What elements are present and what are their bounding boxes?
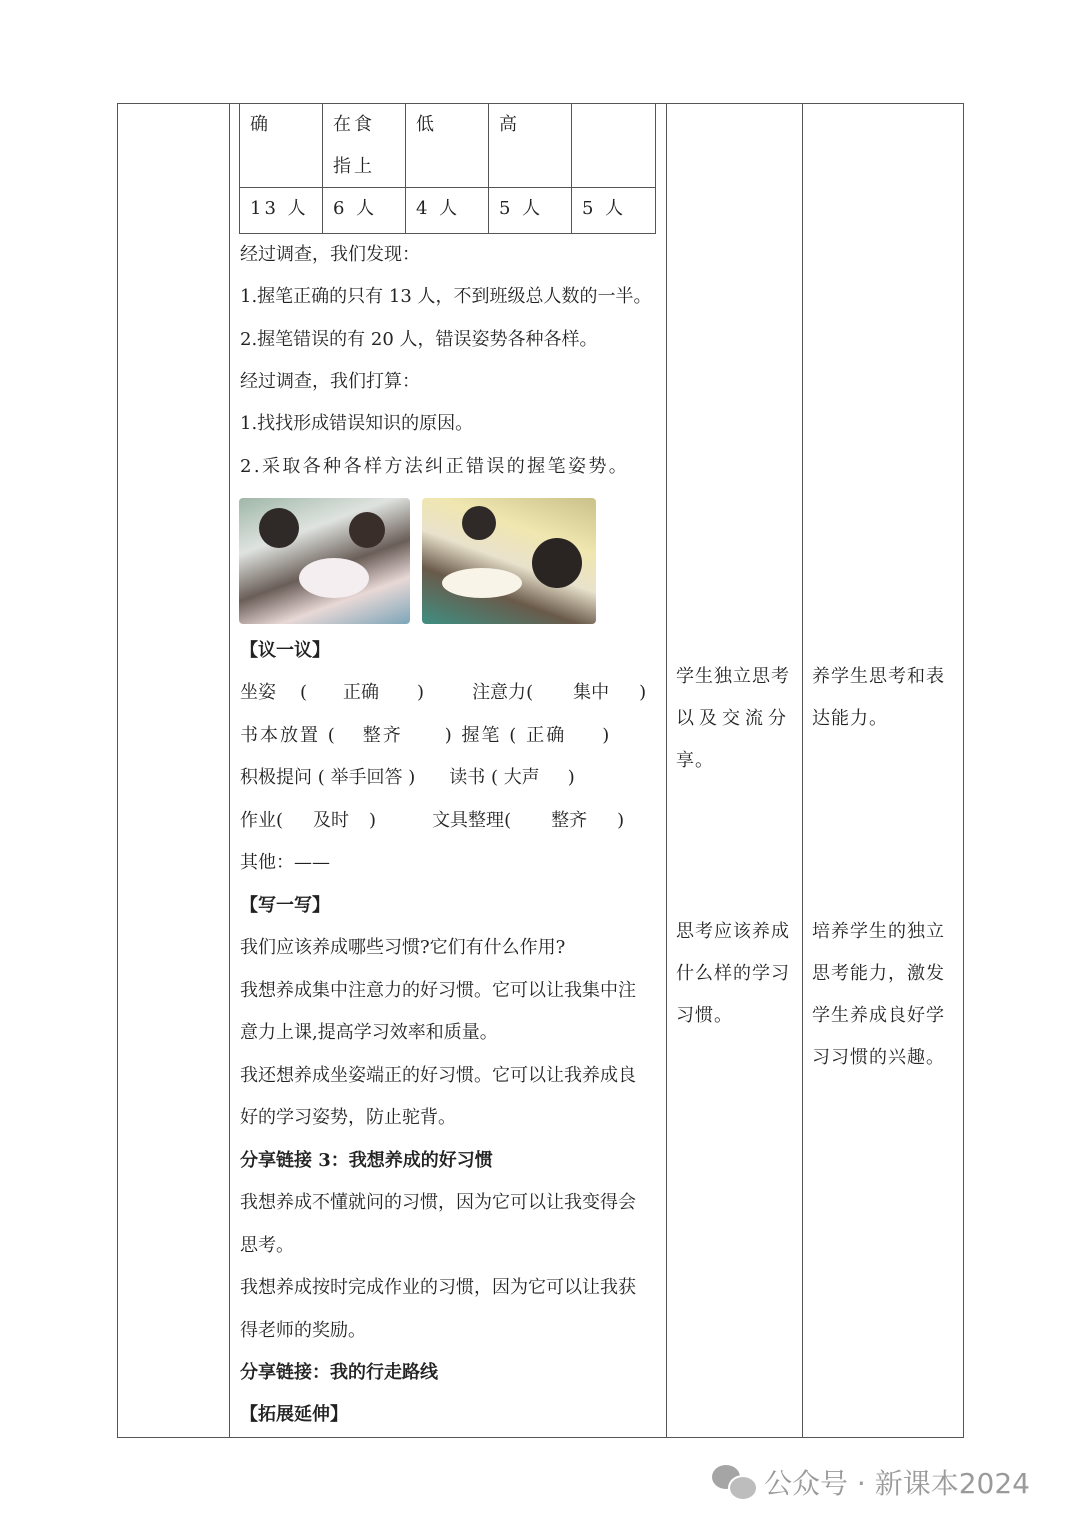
watermark bbox=[712, 1462, 1030, 1502]
survey-header-cell: 高 bbox=[489, 104, 572, 188]
intent-line: 思考能力，激发 bbox=[812, 963, 945, 984]
survey-count-cell: 13 人 bbox=[240, 188, 323, 233]
survey-header-cell bbox=[572, 104, 655, 188]
share3-paragraph: 得老师的奖励。 bbox=[240, 1320, 366, 1341]
discuss-heading: 【议一议】 bbox=[240, 640, 330, 661]
intent-line: 习习惯的兴趣。 bbox=[812, 1047, 945, 1068]
plans-intro: 经过调查，我们打算： bbox=[240, 371, 420, 392]
share3-paragraph: 思考。 bbox=[240, 1235, 294, 1256]
discuss-row: 作业( 及时 ) 文具整理( 整齐 ) bbox=[240, 810, 625, 831]
survey-count-cell: 6 人 bbox=[323, 188, 406, 233]
discuss-value: 整齐 bbox=[362, 725, 403, 746]
student-activity-2 bbox=[676, 911, 794, 1037]
intent-line: 培养学生的独立 bbox=[812, 921, 945, 942]
finding-item: 1.握笔正确的只有 13 人，不到班级总人数的一半。 bbox=[240, 286, 652, 307]
activity-line: 学生独立思考 bbox=[676, 666, 790, 687]
survey-count-cell: 5 人 bbox=[489, 188, 572, 233]
intent-line: 达能力。 bbox=[812, 708, 888, 729]
discuss-row: 坐姿 ( 正确 ) 注意力( 集中 ) bbox=[240, 682, 647, 703]
write-paragraph: 好的学习姿势，防止驼背。 bbox=[240, 1107, 456, 1128]
student-activity-1 bbox=[676, 656, 794, 782]
design-intent-1 bbox=[812, 656, 956, 740]
extend-heading: 【拓展延伸】 bbox=[240, 1404, 348, 1425]
findings-intro: 经过调查，我们发现： bbox=[240, 244, 420, 265]
discuss-row: 积极提问 ( 举手回答 ) 读书 ( 大声 ) bbox=[240, 767, 575, 788]
plan-item: 2.采取各种各样方法纠正错误的握笔姿势。 bbox=[240, 456, 630, 477]
wechat-icon bbox=[712, 1465, 756, 1499]
survey-header-cell: 确 bbox=[240, 104, 323, 188]
discuss-value: 整齐 bbox=[551, 810, 588, 831]
discuss-label: 书本放置 bbox=[240, 725, 320, 746]
discuss-label: 注意力 bbox=[472, 682, 527, 703]
survey-count-cell: 4 人 bbox=[406, 188, 489, 233]
write-paragraph: 我想养成集中注意力的好习惯。它可以让我集中注 bbox=[240, 980, 636, 1001]
write-question: 我们应该养成哪些习惯?它们有什么作用? bbox=[240, 937, 566, 958]
classroom-photo bbox=[422, 498, 596, 624]
discuss-value: 及时 bbox=[313, 810, 350, 831]
activity-line: 思考应该养成 bbox=[676, 921, 790, 942]
activity-line: 享。 bbox=[676, 750, 714, 771]
discuss-other: 其他：—— bbox=[240, 852, 330, 873]
table-divider bbox=[666, 104, 667, 1437]
discuss-value: 举手回答 bbox=[330, 767, 403, 788]
design-intent-2 bbox=[812, 911, 956, 1079]
write-paragraph: 意力上课,提高学习效率和质量。 bbox=[240, 1022, 498, 1043]
intent-line: 养学生思考和表 bbox=[812, 666, 945, 687]
classroom-photo bbox=[239, 498, 410, 624]
discuss-row: 书本放置 ( 整齐 ) 握笔 ( 正确 ) bbox=[240, 725, 612, 746]
survey-count-cell: 5 人 bbox=[582, 198, 627, 219]
activity-line: 什么样的学习 bbox=[676, 963, 790, 984]
activity-line: 以及交流分 bbox=[676, 708, 791, 729]
discuss-value: 正确 bbox=[343, 682, 380, 703]
discuss-label: 坐姿 bbox=[240, 682, 276, 703]
share-route-heading: 分享链接：我的行走路线 bbox=[240, 1362, 438, 1383]
plan-item: 1.找找形成错误知识的原因。 bbox=[240, 413, 474, 434]
activity-line: 习惯。 bbox=[676, 1005, 733, 1026]
discuss-value: 大声 bbox=[503, 767, 540, 788]
intent-line: 学生养成良好学 bbox=[812, 1005, 945, 1026]
discuss-label: 握笔 bbox=[461, 725, 502, 746]
share3-heading: 分享链接 3：我想养成的好习惯 bbox=[240, 1150, 493, 1171]
discuss-value: 正确 bbox=[526, 725, 567, 746]
discuss-label: 读书 bbox=[449, 767, 486, 788]
survey-header-cell: 低 bbox=[406, 104, 489, 188]
survey-header-cell: 在食指上 bbox=[323, 104, 406, 188]
write-paragraph: 我还想养成坐姿端正的好习惯。它可以让我养成良 bbox=[240, 1065, 636, 1086]
share3-paragraph: 我想养成不懂就问的习惯，因为它可以让我变得会 bbox=[240, 1192, 636, 1213]
write-heading: 【写一写】 bbox=[240, 895, 330, 916]
watermark-text: 公众号 · 新课本2024 bbox=[764, 1467, 1030, 1500]
survey-table bbox=[239, 104, 656, 234]
discuss-value: 集中 bbox=[573, 682, 610, 703]
finding-item: 2.握笔错误的有 20 人，错误姿势各种各样。 bbox=[240, 329, 598, 350]
discuss-label: 文具整理 bbox=[432, 810, 505, 831]
discuss-label: 作业 bbox=[240, 810, 276, 831]
table-divider bbox=[802, 104, 803, 1437]
share3-paragraph: 我想养成按时完成作业的习惯，因为它可以让我获 bbox=[240, 1277, 636, 1298]
discuss-label: 积极提问 bbox=[240, 767, 312, 788]
table-divider bbox=[229, 104, 230, 1437]
